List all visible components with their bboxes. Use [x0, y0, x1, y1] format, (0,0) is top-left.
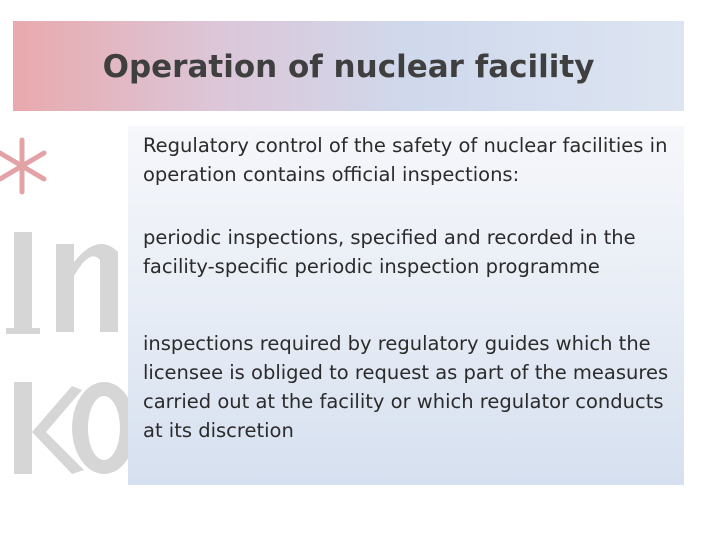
- logo-letters: [6, 232, 130, 474]
- inko-logo-watermark: [0, 120, 130, 480]
- paragraph-required-inspections: inspections required by regulatory guides which the licensee is obliged to request as part of the measures carried out at the facility or which regulator conducts at its discretion: [143, 332, 669, 442]
- paragraph-periodic-inspections: periodic inspections, specified and recorded in the facility-specific periodic inspection programme: [143, 226, 636, 278]
- asterisk-icon: [0, 140, 44, 192]
- content-panel: [128, 126, 684, 485]
- slide-title: Operation of nuclear facility: [102, 49, 595, 85]
- slide-title-bar: [13, 21, 684, 111]
- paragraph-intro: Regulatory control of the safety of nuclear facilities in operation contains official inspections:: [143, 134, 668, 186]
